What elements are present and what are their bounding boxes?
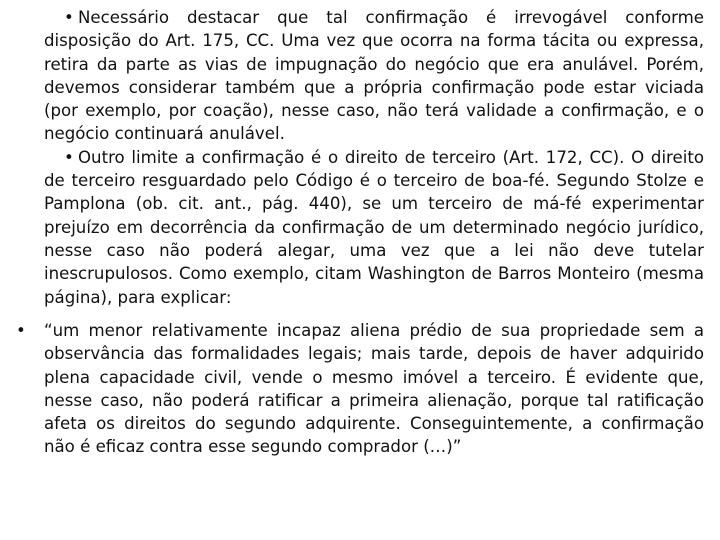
quote-text: “um menor relativamente incapaz aliena prédio de sua propriedade sem a observância das formalidades legais; mais tarde, depois de haver adquirido plena capacidade civil, vende o mesmo imóvel a terceiro. É evidente que, nesse caso, não poderá ratificar a primeira alienação, porque tal ratificação afeta os direitos do segundo adquirente. Conseguintemente, a confirmação não é eficaz contra esse segundo comprador (…)”	[44, 321, 704, 457]
paragraph-text: Necessário destacar que tal confirmação é irrevogável conforme disposição do Art. 175, CC. Uma vez que ocorra na forma tácita ou expressa, retira da parte as vias de impugnação do negócio que era anulável. Porém, devemos considerar também que a própria confirmação pode estar viciada (por exemplo, por coação), nesse caso, não terá validade a confirmação, e o negócio continuará anulável.	[44, 8, 704, 144]
bullet-icon: •	[64, 147, 74, 167]
inner-bullet-list	[44, 6, 704, 309]
bullet-icon: •	[16, 321, 26, 340]
paragraph-text: Outro limite a confirmação é o direito de terceiro (Art. 172, CC). O direito de terceiro resguardado pelo Código é o terceiro de boa-fé. Segundo Stolze e Pamplona (ob. cit. ant., pág. 440), se um terceiro de má-fé experimentar prejuízo em decorrência da confirmação de um determinado negócio jurídico, nesse caso não poderá alegar, uma vez que a lei não deve tutelar inescrupulosos. Como exemplo, citam Washington de Barros Monteiro (mesma página), para explicar:	[44, 147, 704, 307]
paragraph-third-party-limit	[44, 146, 704, 309]
bullet-icon: •	[64, 8, 74, 27]
paragraph-irrevocability	[44, 6, 704, 146]
quote-list-item	[16, 319, 704, 459]
